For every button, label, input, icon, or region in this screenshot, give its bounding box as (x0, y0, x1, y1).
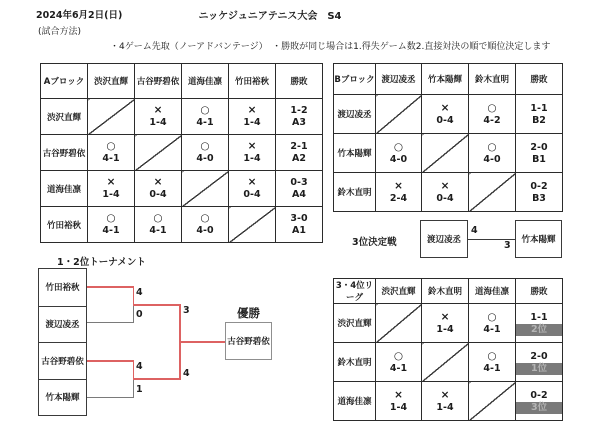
bracket-line-sf1-loser (87, 322, 134, 323)
table-row (334, 95, 563, 134)
column-header: 鈴木直明 (422, 279, 469, 304)
result-mark: × (247, 176, 257, 188)
column-header: 渡辺凌丞 (376, 64, 422, 95)
match-cell (376, 134, 422, 173)
bracket-score: 3 (183, 305, 190, 316)
result-mark: × (247, 140, 257, 152)
method-label: (試合方法) (38, 27, 82, 37)
bracket-player: 竹本陽輝 (39, 379, 86, 416)
result-mark: ○ (200, 104, 210, 116)
player-name: 竹田裕秋 (41, 207, 88, 243)
table-row (41, 99, 323, 135)
record-cell (516, 382, 563, 421)
column-header: 鈴木直明 (469, 64, 516, 95)
rank-label: A3 (292, 117, 306, 128)
table-row (334, 382, 563, 421)
match-cell (422, 173, 469, 212)
result-mark: ○ (393, 140, 404, 153)
bracket-player: 竹田裕秋 (45, 283, 80, 294)
result-mark: × (153, 176, 163, 188)
table-row (334, 173, 563, 212)
match-cell (182, 99, 229, 135)
win-loss-record: 2-1 (290, 141, 308, 152)
block-label: 3・4位リーグ (334, 279, 376, 304)
bracket-line-sf1-winner (87, 286, 134, 288)
result-score: 1-4 (243, 153, 261, 164)
column-header: 道海佳凛 (469, 279, 516, 304)
match-cell (88, 171, 135, 207)
column-header: 道海佳凛 (182, 64, 229, 99)
result-score: 4-1 (102, 225, 120, 236)
table-header-row (334, 279, 563, 304)
table-row (334, 304, 563, 343)
result-mark: × (394, 388, 403, 401)
player-name: 渋沢直輝 (41, 99, 88, 135)
result-mark: ○ (487, 101, 497, 114)
bracket-line-sf2-winner (87, 360, 134, 362)
bracket-line-sf2-loser (87, 397, 134, 398)
match-cell (88, 207, 135, 243)
bracket-players-box (38, 268, 87, 416)
match-cell (135, 207, 182, 243)
result-score: 4-0 (196, 153, 214, 164)
record-cell (276, 135, 323, 171)
win-loss-record: 0-2 (530, 389, 548, 401)
league-34-table (333, 278, 563, 421)
rank-label: A4 (292, 189, 306, 200)
win-loss-record: 1-1 (530, 311, 548, 323)
bracket-line-final-out (179, 341, 225, 343)
record-cell (516, 173, 563, 212)
match-cell (229, 99, 276, 135)
diagonal-cell (135, 135, 182, 171)
block-a-table (40, 63, 323, 243)
rank-label: A1 (292, 225, 306, 236)
match-cell (376, 382, 422, 421)
rank-label: B2 (532, 114, 546, 126)
rank-label: B1 (532, 153, 546, 165)
match-cell (469, 304, 516, 343)
record-cell (516, 304, 563, 343)
table-row (41, 171, 323, 207)
match-cell (422, 95, 469, 134)
result-mark: × (394, 179, 403, 192)
bracket-line-sf1-out (133, 304, 181, 306)
result-mark: × (440, 310, 450, 323)
win-loss-record: 2-0 (530, 141, 548, 153)
result-score: 0-4 (149, 189, 167, 200)
result-score: 4-2 (483, 114, 501, 126)
table-row (334, 343, 563, 382)
result-score: 1-4 (436, 401, 454, 413)
result-score: 0-4 (436, 114, 454, 126)
result-score: 1-4 (149, 117, 167, 128)
match-cell (376, 173, 422, 212)
match-cell (469, 134, 516, 173)
player-name: 道海佳凛 (334, 382, 376, 421)
result-mark: ○ (200, 140, 210, 152)
rank-label: 2位 (516, 324, 562, 336)
win-loss-record: 0-3 (290, 177, 308, 188)
result-mark: ○ (393, 349, 404, 362)
rank-label: B3 (532, 192, 546, 204)
column-header: 竹田裕秋 (229, 64, 276, 99)
champion-label: 優勝 (237, 306, 260, 320)
player-name: 渋沢直輝 (334, 304, 376, 343)
result-score: 4-1 (196, 117, 214, 128)
result-mark: ○ (106, 140, 116, 152)
result-score: 1-4 (389, 401, 408, 413)
block-b-table (333, 63, 563, 212)
table-row (334, 134, 563, 173)
record-cell (516, 134, 563, 173)
match-cell (135, 171, 182, 207)
block-label: Aブロック (41, 64, 88, 99)
bracket-score: 4 (136, 287, 143, 298)
result-mark: ○ (487, 140, 497, 153)
block-label: Bブロック (334, 64, 376, 95)
third-place-right-player-box: 竹本陽輝 (515, 220, 562, 258)
match-cell (469, 95, 516, 134)
bracket-player: 渡辺凌丞 (39, 306, 86, 343)
result-score: 4-0 (483, 153, 501, 165)
result-mark: × (440, 179, 450, 192)
match-cell (229, 171, 276, 207)
diagonal-cell (88, 99, 135, 135)
win-loss-record: 0-2 (530, 180, 548, 192)
result-score: 1-4 (436, 323, 454, 335)
bracket-line-sf2-out (133, 378, 181, 380)
table-row (41, 207, 323, 243)
match-cell (469, 343, 516, 382)
bracket-score: 4 (183, 368, 190, 379)
champion-box: 古谷野碧依 (225, 322, 272, 360)
bracket-player: 古谷野碧依 (39, 342, 86, 379)
player-name: 鈴木直明 (334, 343, 376, 382)
result-header: 勝敗 (516, 279, 563, 304)
result-mark: × (106, 176, 116, 188)
result-header: 勝敗 (516, 64, 563, 95)
diagonal-cell (422, 134, 469, 173)
diagonal-cell (469, 382, 516, 421)
table-row (41, 135, 323, 171)
result-mark: × (153, 104, 163, 116)
match-cell (229, 135, 276, 171)
match-cell (88, 135, 135, 171)
result-score: 4-1 (102, 153, 120, 164)
match-cell (135, 99, 182, 135)
match-cell (422, 382, 469, 421)
result-score: 0-4 (243, 189, 261, 200)
win-loss-record: 2-0 (530, 350, 548, 362)
event-date: 2024年6月2日(日) (36, 10, 123, 21)
result-mark: ○ (200, 212, 210, 224)
method-text: ・4ゲーム先取（ノーアドバンテージ） ・勝敗が同じ場合は1.得失ゲーム数2.直接対決の順で順位決定します (110, 42, 551, 52)
column-header: 竹本陽輝 (422, 64, 469, 95)
result-score: 4-0 (196, 225, 214, 236)
page-title: ニッケジュニアテニス大会 S4 (198, 11, 342, 22)
record-cell (516, 95, 563, 134)
record-cell (276, 99, 323, 135)
win-loss-record: 3-0 (290, 213, 308, 224)
match-cell (376, 343, 422, 382)
match-cell (182, 207, 229, 243)
player-name: 道海佳凛 (41, 171, 88, 207)
result-score: 4-1 (483, 362, 501, 374)
result-mark: × (440, 388, 450, 401)
result-score: 2-4 (389, 192, 408, 204)
third-place-left-score: 4 (471, 225, 478, 236)
record-cell (276, 171, 323, 207)
bracket-connector-sf2-bottom (133, 379, 134, 398)
diagonal-cell (229, 207, 276, 243)
result-mark: × (440, 101, 450, 114)
table-header-row (41, 64, 323, 99)
result-score: 4-0 (389, 153, 408, 165)
match-cell (422, 304, 469, 343)
player-name: 渡辺凌丞 (334, 95, 376, 134)
table-header-row (334, 64, 563, 95)
diagonal-cell (422, 343, 469, 382)
third-place-right-score: 3 (504, 240, 511, 251)
result-mark: ○ (487, 349, 497, 362)
win-loss-record: 1-1 (530, 102, 548, 114)
match-cell (182, 135, 229, 171)
result-score: 1-4 (243, 117, 261, 128)
result-mark: ○ (106, 212, 116, 224)
diagonal-cell (376, 304, 422, 343)
column-header: 古谷野碧依 (135, 64, 182, 99)
result-score: 0-4 (436, 192, 454, 204)
rank-label: A2 (292, 153, 306, 164)
column-header: 渋沢直輝 (376, 279, 422, 304)
bracket-connector-sf1-top (133, 286, 135, 305)
third-place-label: 3位決定戦 (352, 237, 397, 248)
win-loss-record: 1-2 (290, 105, 308, 116)
bracket-score: 0 (136, 309, 143, 320)
diagonal-cell (469, 173, 516, 212)
result-header: 勝敗 (276, 64, 323, 99)
player-name: 鈴木直明 (334, 173, 376, 212)
player-name: 古谷野碧依 (41, 135, 88, 171)
player-name: 竹本陽輝 (334, 134, 376, 173)
third-place-left-player-box: 渡辺凌丞 (420, 220, 468, 258)
diagonal-cell (376, 95, 422, 134)
result-mark: ○ (487, 310, 497, 323)
result-score: 4-1 (483, 323, 501, 335)
result-mark: ○ (153, 212, 163, 224)
bracket-connector-sf1-bottom (133, 305, 134, 324)
diagonal-cell (182, 171, 229, 207)
bracket-label: 1・2位トーナメント (57, 257, 146, 268)
result-score: 4-1 (389, 362, 408, 374)
result-score: 1-4 (102, 189, 120, 200)
column-header: 渋沢直輝 (88, 64, 135, 99)
rank-label: 3位 (516, 402, 562, 414)
bracket-score: 4 (136, 361, 143, 372)
result-mark: × (247, 104, 257, 116)
rank-label: 1位 (516, 363, 562, 375)
record-cell (276, 207, 323, 243)
result-score: 4-1 (149, 225, 167, 236)
record-cell (516, 343, 563, 382)
bracket-score: 1 (136, 384, 143, 395)
bracket-connector-sf2-top (133, 360, 135, 379)
